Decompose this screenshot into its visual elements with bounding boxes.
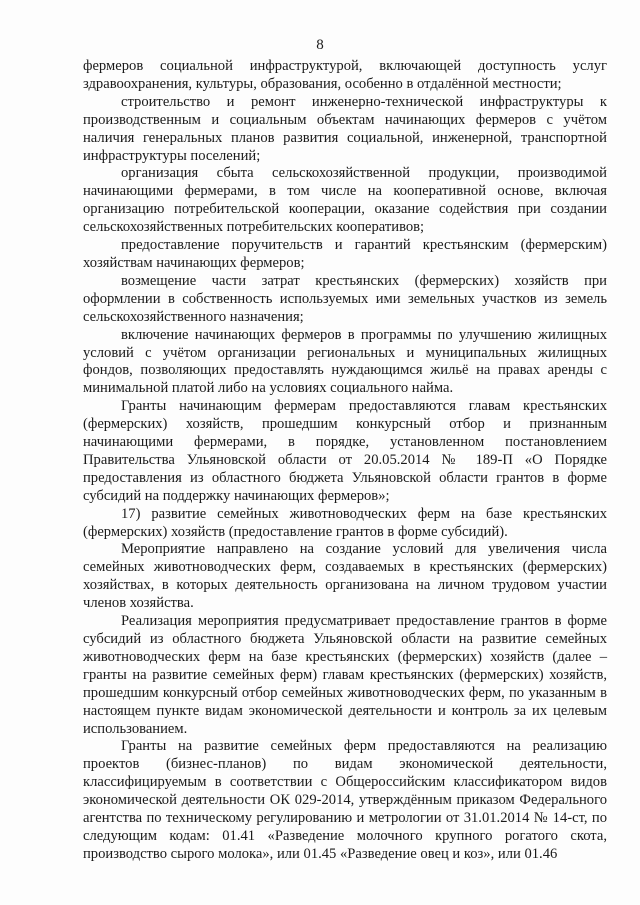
paragraph-infrastructure: строительство и ремонт инженерно-технической инфраструктуры к производственным и социальным объектам начинающих фермеров с учётом наличия генеральных планов развития социальной, инженерной, транспортной инфраструктуры поселений; — [83, 93, 607, 164]
page-number: 8 — [316, 37, 324, 53]
paragraph-grants-beginners: Гранты начинающим фермерам предоставляются главам крестьянских (фермерских) хозяйств, прошедшим конкурсный отбор и признанным начинающими фермерами, в порядке, установленном постановлением Правительства Ульяновской области от 20.05.2014 № 189-П «О Порядке предоставления из областного бюджета Ульяновской области грантов в форме субсидий на поддержку начинающих фермеров»; — [83, 398, 607, 504]
paragraph-housing: включение начинающих фермеров в программы по улучшению жилищных условий с учётом организации региональных и муниципальных жилищных фондов, позволяющих предоставлять нуждающимся жильё на правах аренды с минимальной платой либо на условиях социального найма. — [83, 326, 607, 397]
paragraph-sales-organization: организация сбыта сельскохозяйственной продукции, производимой начинающими фермерами, в том числе на кооперативной основе, включая организацию потребительской кооперации, оказание содействия при создании сельскохозяйственных потребительских кооперативов; — [83, 165, 607, 236]
paragraph-measure-aim: Мероприятие направлено на создание условий для увеличения числа семейных животноводческих ферм, создаваемых в крестьянских (фермерских) хозяйствах, в которых деятельность организована на личном трудовом участии членов хозяйства. — [83, 541, 607, 612]
document-body — [83, 58, 607, 864]
paragraph-continuation: фермеров социальной инфраструктурой, включающей доступность услуг здравоохранения, культуры, образования, особенно в отдалённой местности; — [83, 58, 607, 92]
paragraph-item-17: 17) развитие семейных животноводческих ферм на базе крестьянских (фермерских) хозяйств (предоставление грантов в форме субсидий). — [83, 505, 607, 540]
paragraph-land-costs: возмещение части затрат крестьянских (фермерских) хозяйств при оформлении в собственность используемых ими земельных участков из земель сельскохозяйственного назначения; — [83, 272, 607, 325]
paragraph-family-farm-grants: Гранты на развитие семейных ферм предоставляются на реализацию проектов (бизнес-планов) по видам экономической деятельности, классифицируемым в соответствии с Общероссийским классификатором видов экономической деятельности ОК 029-2014, утверждённым приказом Федерального агентства по техническому регулированию и метрологии от 31.01.2014 № 14-ст, по следующим кодам: 01.41 «Разведение молочного крупного рогатого скота, производство сырого молока», или 01.45 «Разведение овец и коз», или 01.46 — [83, 738, 607, 862]
paragraph-implementation: Реализация мероприятия предусматривает предоставление грантов в форме субсидий из областного бюджета Ульяновской области на развитие семейных животноводческих ферм на базе крестьянских (фермерских) хозяйств (далее – гранты на развитие семейных ферм) главам крестьянских (фермерских) хозяйств, прошедшим конкурсный отбор семейных животноводческих ферм, по указанным в настоящем пункте видам экономической деятельности и контроль за их целевым использованием. — [83, 613, 607, 737]
paragraph-guarantees: предоставление поручительств и гарантий крестьянским (фермерским) хозяйствам начинающих фермеров; — [83, 237, 607, 271]
